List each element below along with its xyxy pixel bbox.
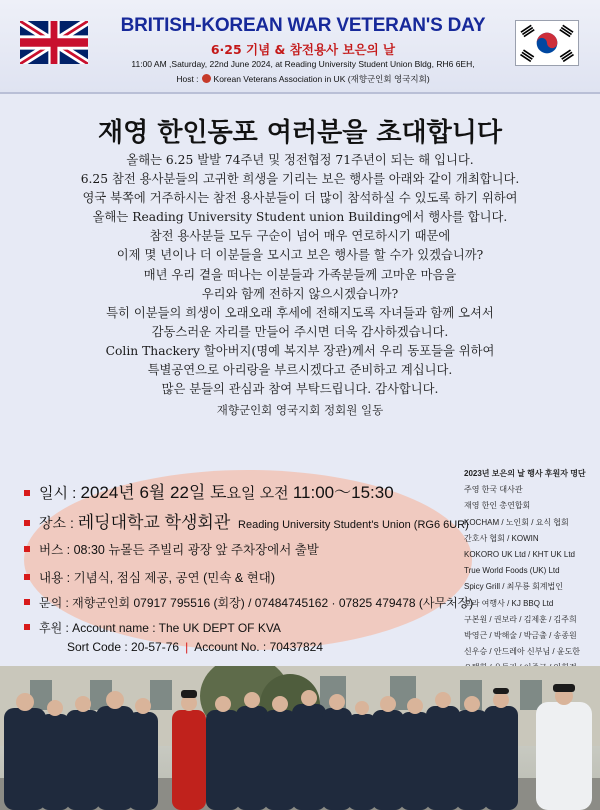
header-divider [0,92,600,94]
detail-date [24,478,394,503]
bullet-icon [24,546,30,552]
venue-en: Reading University Student's Union (RG6 6UR) [238,519,469,531]
invitation-line: 매년 우리 곁을 떠나는 이분들과 가족분들께 고마운 마음을 [143,267,457,282]
bullet-icon [24,490,30,496]
veterans-group-photo [0,666,600,810]
sponsor-item: 재영 한인 총연합회 [464,501,531,511]
invitation-line: 특히 이분들의 희생이 오래오래 후세에 전해지도록 자녀들과 함께 오셔서 [106,305,494,320]
sort-code: Sort Code : 20-57-76 [67,640,180,654]
venue-label: 장소 : [39,515,78,531]
sponsor-item: KOKORO UK Ltd / KHT UK Ltd [464,550,575,560]
host-label: Host : [176,74,199,84]
invitation-line: 6.25 참전 용사분들의 고귀한 희생을 기리는 보은 행사를 아래와 같이 개최합니다. [80,172,520,187]
poster-header [0,0,600,92]
sponsor-list-title: 2023년 보은의 날 행사 후원자 명단 [464,469,586,478]
invitation-line: Colin Thackery 할아버지(명예 복지부 장관)께서 우리 동포들을 위하여 [105,343,495,358]
invitation-line: 영국 북쪽에 거주하시는 참전 용사분들이 더 많이 참석하실 수 있도록 하기 위하여 [82,191,518,206]
invitation-signature: 재향군인회 영국지회 정회원 일동 [216,403,384,417]
event-subtitle: 6·25 기념 & 참전용사 보은의 날 [210,42,396,57]
detail-content [24,568,275,586]
invitation-line: 많은 분들의 관심과 참여 부탁드립니다. 감사합니다. [161,382,439,397]
event-info: 11:00 AM ,Saturday, 22nd June 2024, at Reading University Student Union Bldg, RH6 6EH, [131,59,475,69]
invitation-line: 우리와 함께 전하지 않으시겠습니까? [201,286,399,301]
bank-separator: | [185,640,189,654]
korea-flag-icon [515,20,579,66]
invitation-line: 참전 용사분들 모두 구순이 넘어 매우 연로하시기 때문에 [149,229,451,244]
event-host [98,73,508,85]
bullet-icon [24,520,30,526]
sponsor-item: KOCHAM / 노인회 / 요식 협회 [464,517,569,527]
invitation-line: 감동스러운 자리를 만들어 주시면 더욱 감사하겠습니다. [151,324,449,339]
sponsor-item: 구본원 / 권보라 / 김제훈 / 김주희 [464,614,577,624]
event-title: BRITISH-KOREAN WAR VETERAN'S DAY [120,15,486,36]
sponsor-item: True World Foods (UK) Ltd [464,566,560,576]
sponsor-item: 주영 한국 대사관 [464,485,523,495]
detail-contact [24,594,473,611]
date-part2: 요일 오전 [226,485,293,502]
date-part1: 2024년 6월 22일 [80,483,211,502]
detail-bank [67,640,323,654]
sponsor-item: 간호사 협회 / KOWIN [464,533,539,543]
bullet-icon [24,624,30,630]
content-text: 내용 : 기념식, 점심 제공, 공연 (민속 & 현대) [39,571,275,585]
detail-bus [24,540,319,558]
invitation-title: 재영 한인동포 여러분을 초대합니다 [98,118,502,148]
date-day: 토 [210,483,227,502]
detail-venue [24,508,469,533]
invitation-line: 올해는 Reading University Student union Building에서 행사를 합니다. [92,210,508,225]
sponsor-item: 박영근 / 박해술 / 박금출 / 송종원 [464,631,577,641]
venue-name: 레딩대학교 학생회관 [77,513,231,532]
date-label: 일시 : [39,485,81,502]
account-number: Account No. : 70437824 [194,640,323,654]
bus-text: 버스 : 08:30 뉴몰든 주빌리 광장 앞 주차장에서 출발 [39,543,319,557]
uk-flag-icon [20,21,88,64]
bullet-icon [24,599,30,605]
invitation-line: 올해는 6.25 발발 74주년 및 정전협정 71주년이 되는 해 입니다. [126,153,474,167]
account-name: 후원 : Account name : The UK DEPT OF KVA [39,621,281,635]
date-time: 11:00～15:30 [292,483,394,502]
sponsor-item: 신우승 / 안드레아 신부님 / 윤도한 [464,647,581,657]
invitation-body [30,151,570,399]
sponsor-item: Spicy Grill / 최무룡 회계법인 [464,582,563,592]
sponsor-list [464,466,584,693]
sponsor-item: 보라 여행사 / KJ BBQ Ltd [464,598,554,608]
kva-emblem-icon [202,74,211,83]
bullet-icon [24,574,30,580]
detail-sponsor-account [24,619,281,636]
invitation-line: 특별공연으로 아리랑을 부르시겠다고 준비하고 계십니다. [147,363,453,378]
invitation-line: 이제 몇 년이나 더 이분들을 모시고 보은 행사를 할 수가 있겠습니까? [116,248,484,263]
host-name: Korean Veterans Association in UK (재향군인회 영국지회) [213,74,430,84]
contact-text: 문의 : 재향군인회 07917 795516 (회장) / 07484745162 · 07825 479478 (사무처장) [39,596,474,610]
